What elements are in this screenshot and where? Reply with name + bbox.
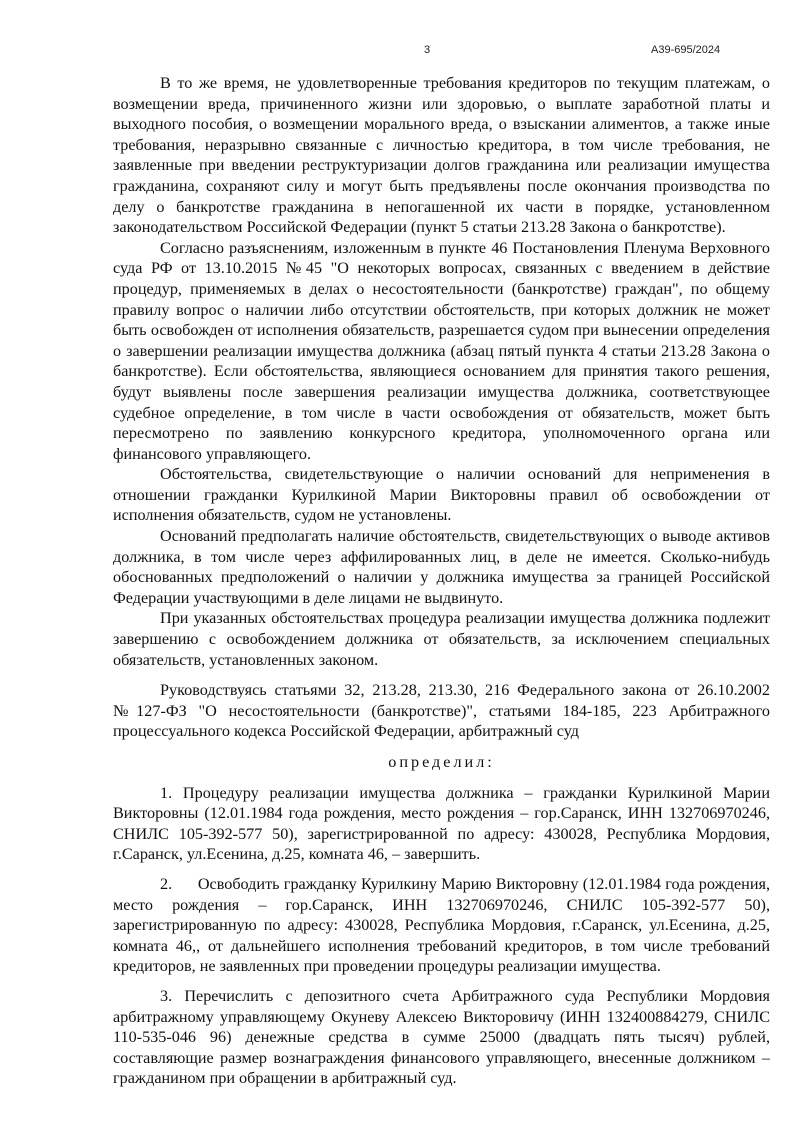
paragraph-procedure-completion: При указанных обстоятельствах процедура реализации имущества должника подлежит завершению с освобождением должника от обязательств, за исключением специальных обязательств, установленных законом. (113, 609, 770, 669)
ruling-item-2: 2. Освободить гражданку Курилкину Марию Викторовну (12.01.1984 года рождения, место рождения – гор.Саранск, ИНН 132706970246, СНИЛС 105-392-577 50), зарегистрированную по адресу: 430028, Республика Мордовия, г.Саранск, ул.Есенина, д.25, комната 46,, от дальнейшего исполнения требований кредиторов, в том числе требований кредиторов, не заявленных при проведении процедуры реализации имущества. (113, 874, 775, 976)
paragraph-circumstances: Обстоятельства, свидетельствующие о наличии оснований для неприменения в отношении гражданки Курилкиной Марии Викторовны правил об освобождении от исполнения обязательств, судом не установлены. (113, 465, 770, 525)
paragraph-no-grounds: Оснований предполагать наличие обстоятельств, свидетельствующих о выводе активов должника, в том числе через аффилированных лиц, в деле не имеется. Сколько-нибудь обоснованных предположений о наличии у должника имущества за границей Российской Федерации участвующими в деле лицами не выдвинуто. (113, 527, 770, 607)
decision-heading: определил: (388, 753, 495, 771)
page-number: 3 (424, 44, 431, 56)
ruling-item-1: 1. Процедуру реализации имущества должника – гражданки Курилкиной Марии Викторовны (12.01.1984 года рождения, место рождения – гор.Саранск, ИНН 132706970246, СНИЛС 105-392-577 50), зарегистрированной по адресу: 430028, Республика Мордовия, г.Саранск, ул.Есенина, д.25, комната 46, – завершить. (113, 783, 770, 864)
paragraph-plenum-clarification: Согласно разъяснениям, изложенным в пункте 46 Постановления Пленума Верховного суда РФ от 13.10.2015 №45 "О некоторых вопросах, связанных с введением в действие процедур, применяемых в делах о несостоятельности (банкротстве) граждан", по общему правилу вопрос о наличии либо отсутствии обстоятельств, при которых должник не может быть освобожден от исполнения обязательств, разрешается судом при вынесении определения о завершении реализации имущества должника (абзац пятый пункта 4 статьи 213.28 Закона о банкротстве). Если обстоятельства, являющиеся основанием для принятия такого решения, будут выявлены после завершения реализации имущества должника, соответствующее судебное определение, в том числе в части освобождения от обязательств, может быть пересмотрено по заявлению конкурсного кредитора, уполномоченного органа или финансового управляющего. (113, 238, 770, 463)
case-number: А39-695/2024 (651, 44, 721, 56)
paragraph-unsatisfied-claims: В то же время, не удовлетворенные требования кредиторов по текущим платежам, о возмещении вреда, причиненного жизни или здоровью, о выплате заработной платы и выходного пособия, о возмещении морального вреда, о взыскании алиментов, а также иные требования, неразрывно связанные с личностью кредитора, в том числе требования, не заявленные при введении реструктуризации долгов гражданина или реализации имущества гражданина, сохраняют силу и могут быть предъявлены после окончания производства по делу о банкротстве гражданина в непогашенной их части в порядке, установленном законодательством Российской Федерации (пункт 5 статьи 213.28 Закона о банкротстве). (113, 74, 770, 237)
document-body (113, 73, 775, 1089)
ruling-item-3: 3. Перечислить с депозитного счета Арбитражного суда Республики Мордовия арбитражному управляющему Окуневу Алексею Викторовичу (ИНН 132400884279, СНИЛС 110-535-046 96) денежные средства в сумме 25000 (двадцать пять тысяч) рублей, составляющие размер вознаграждения финансового управляющего, внесенные должником – гражданином при обращении в арбитражный суд. (113, 986, 770, 1088)
page-header (0, 44, 800, 62)
paragraph-legal-basis: Руководствуясь статьями 32, 213.28, 213.30, 216 Федерального закона от 26.10.2002 №127-ФЗ "О несостоятельности (банкротстве)", статьями 184-185, 223 Арбитражного процессуального кодекса Российской Федерации, арбитражный суд (113, 681, 770, 741)
